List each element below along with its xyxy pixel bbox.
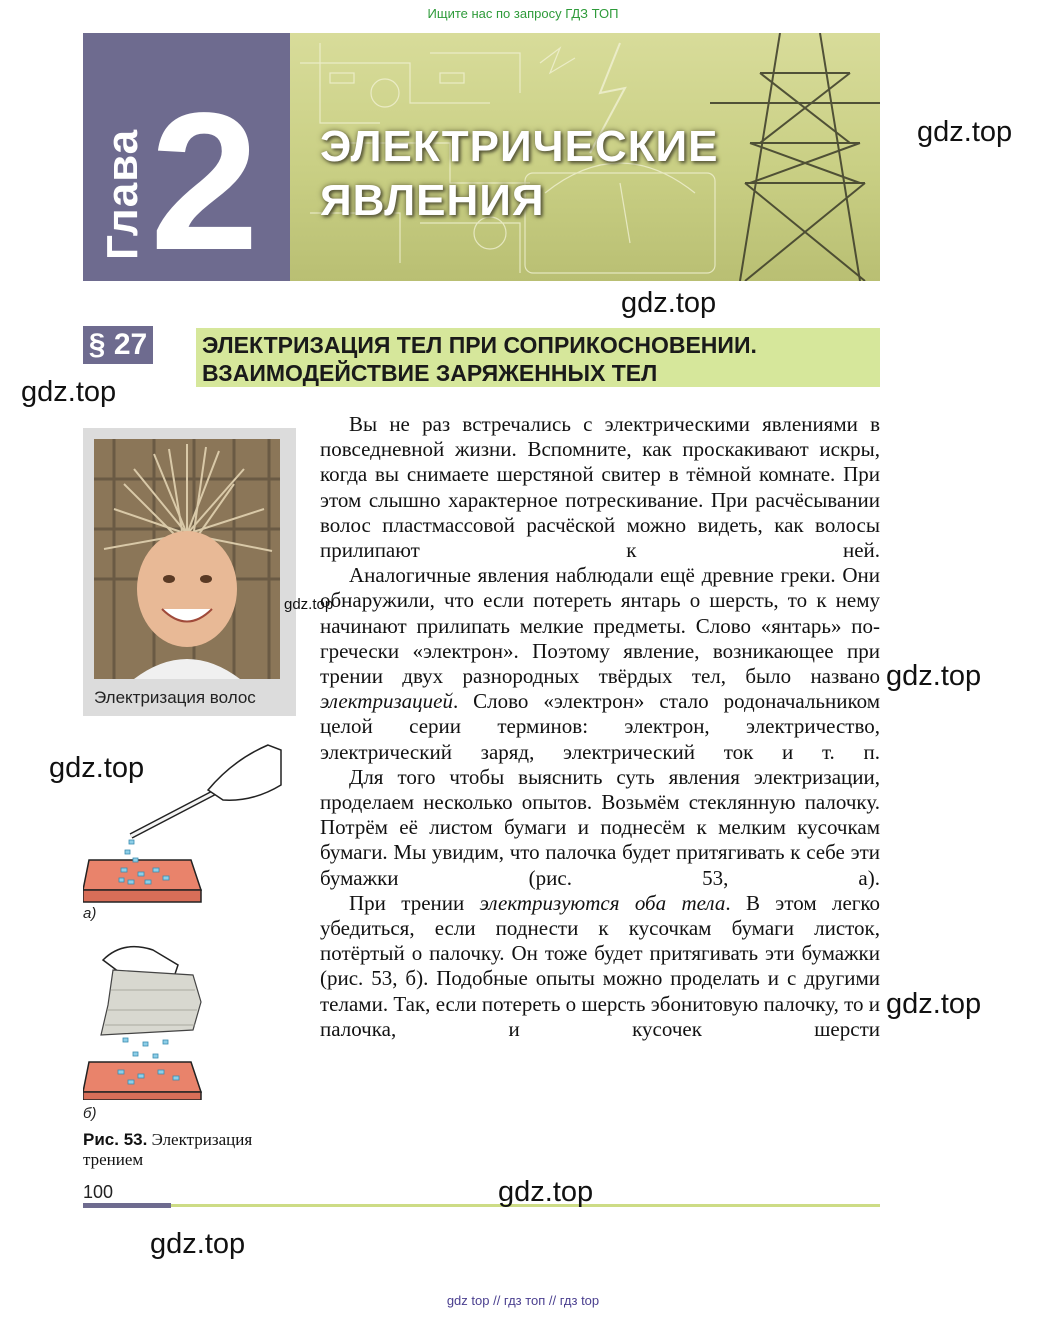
footer-rule-dark [83, 1203, 171, 1208]
watermark: gdz.top [21, 376, 117, 408]
child-electrified-hair-photo [94, 439, 280, 679]
body-text [320, 412, 880, 1042]
watermark: gdz.top [150, 1228, 246, 1260]
paragraph-1: Вы не раз встречались с электрическими явлениями в повседневной жизни. Вспомните, как проскакивают искры, когда вы снимаете шерстяной свитер в тёмной комнате. При этом слышно характерное потрескивание. При расчёсывании волос пластмассовой расчёской можно видеть, как волосы прилипают к ней. [320, 412, 880, 563]
figure-53b-paper-sheet-illustration [83, 930, 283, 1100]
figure-53a-glass-rod-illustration [83, 740, 283, 905]
chapter-number: 2 [150, 72, 260, 291]
watermark: gdz.top [917, 116, 1013, 148]
section-number: § 27 [83, 326, 153, 364]
paragraph-3: Для того чтобы выяснить суть явления электризации, проделаем несколько опытов. Возьмём стеклянную палочку. Потрём её листом бумаги и поднесём к мелким кусочкам бумаги. Мы увидим, что палочка будет притягивать к себе эти бумажки (рис. 53, а). [320, 764, 880, 890]
figure-label-b: б) [83, 1105, 97, 1122]
section-title: ЭЛЕКТРИЗАЦИЯ ТЕЛ ПРИ СОПРИКОСНОВЕНИИ. ВЗАИМОДЕЙСТВИЕ ЗАРЯЖЕННЫХ ТЕЛ [202, 332, 757, 386]
watermark: gdz.top [498, 1176, 594, 1208]
chapter-label: Глава [98, 128, 147, 260]
watermark: gdz.top [886, 660, 982, 692]
watermark: gdz.top [49, 752, 145, 784]
paragraph-2: Аналогичные явления наблюдали ещё древние греки. Они обнаружили, что если потереть янтарь о шерсть, то к нему начинают прилипать мелкие предметы. Слово «янтарь» по-гречески «электрон». Поэтому явление, возникающее при трении двух разнородных твёрдых тел, было названо электризацией. Слово «электрон» стало родоначальником целой серии терминов: электрон, электричество, электрический заряд, электрический ток и т. п. [320, 563, 880, 764]
page-number: 100 [83, 1182, 114, 1202]
figure-label-a: а) [83, 905, 97, 922]
paragraph-4: При трении электризуются оба тела. В этом легко убедиться, если поднести к кусочкам бумаги листок, потёртый о палочку. Он тоже будет притягивать эти бумажки (рис. 53, б). Подобные опыты можно проделать и с другими телами. Так, если потереть о шерсть эбонитовую палочку, то и палочка, и кусочек шерсти [320, 890, 881, 1041]
chapter-title: ЭЛЕКТРИЧЕСКИЕ ЯВЛЕНИЯ [320, 122, 719, 225]
watermark: gdz.top [621, 287, 717, 319]
watermark: gdz.top [886, 988, 982, 1020]
top-note: Ищите нас по запросу ГДЗ ТОП [427, 6, 619, 21]
photo-caption: Электризация волос [94, 688, 256, 707]
figure-caption: Рис. 53. Электризация трением [83, 1130, 253, 1169]
watermark: gdz.top [284, 596, 334, 613]
bottom-note: gdz top // гдз топ // гдз top [446, 1293, 600, 1308]
